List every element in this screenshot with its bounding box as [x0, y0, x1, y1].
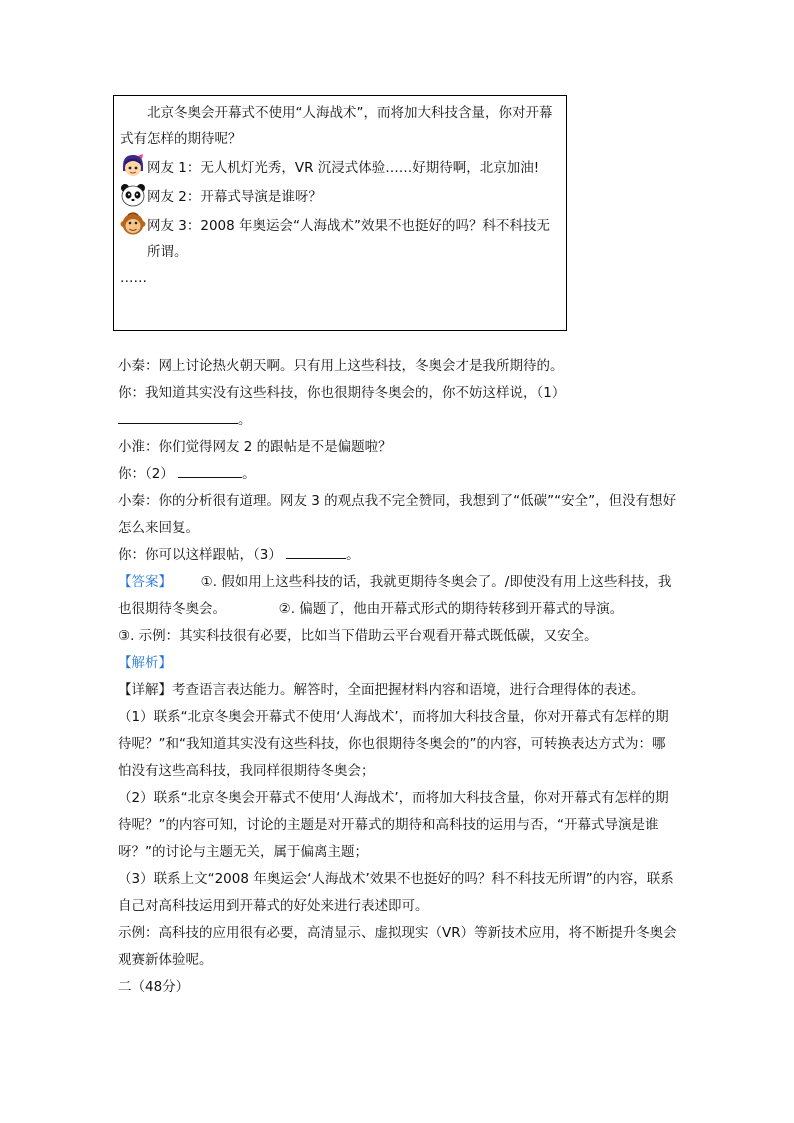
- dialogue-line-6-text: 你：你可以这样跟帖，（3）: [118, 547, 282, 563]
- document-body: [118, 353, 678, 1001]
- answer-blank-1[interactable]: [118, 407, 238, 424]
- post-2: [120, 184, 558, 210]
- answer-blank-2[interactable]: [178, 461, 242, 478]
- detail-text: 考查语言表达能力。解答时，全面把握材料内容和语境，进行合理得体的表述。: [172, 682, 645, 698]
- dialogue-line-4-text: 你：（2）: [118, 466, 174, 482]
- analysis-tag: 【解析】: [118, 655, 172, 671]
- post-1: [120, 155, 558, 181]
- dialogue-line-2-text: 你：我知道其实没有这些科技，你也很期待冬奥会的，你不妨这样说，（1）: [118, 385, 566, 401]
- post-3-text: 网友 3：2008 年奥运会“人海战术”效果不也挺好的吗？科不科技无所谓。: [147, 218, 551, 260]
- analysis-point-1: （1）联系“北京冬奥会开幕式不使用‘人海战术’，而将加大科技含量，你对开幕式有怎样的期待呢？”和“我知道其实没有这些科技，你也很期待冬奥会的”的内容，可转换表达方式为：哪怕没有这些高科技，我同样很期待冬奥会；: [118, 709, 669, 779]
- answer-blank-3[interactable]: [286, 542, 346, 559]
- box-ellipsis: ……: [120, 270, 147, 286]
- answer-blank-1-line: [118, 407, 678, 434]
- panda-avatar-icon: [120, 182, 146, 208]
- dialogue-line-4: [118, 461, 678, 488]
- question-box: [113, 95, 567, 331]
- section-heading: 二（48分）: [118, 979, 190, 995]
- detail-tag: 【详解】: [118, 682, 172, 698]
- box-intro: 北京冬奥会开幕式不使用“人海战术”，而将加大科技含量，你对开幕式有怎样的期待呢？: [120, 105, 553, 147]
- punctuation: 。: [238, 412, 252, 428]
- analysis-point-3: （3）联系上文“2008 年奥运会‘人海战术’效果不也挺好的吗？科不科技无所谓”的内容，联系自己对高科技运用到开幕式的好处来进行表述即可。: [118, 871, 674, 914]
- punctuation: 。: [242, 466, 256, 482]
- dialogue-line-6: [118, 542, 678, 569]
- analysis-example: 示例：高科技的应用很有必要，高清显示、虚拟现实（VR）等新技术应用，将不断提升冬奥会观赛新体验呢。: [118, 925, 677, 968]
- dialogue-line-5: 小秦：你的分析很有道理。网友 3 的观点我不完全赞同，我想到了“低碳”“安全”，但没有想好怎么来回复。: [118, 493, 677, 536]
- dialogue-line-3: 小淮：你们觉得网友 2 的跟帖是不是偏题啦？: [118, 439, 392, 455]
- monkey-avatar-icon: [120, 211, 146, 237]
- post-3: [120, 213, 558, 265]
- analysis-tag-line: [118, 650, 678, 677]
- detail-line: [118, 677, 678, 704]
- dialogue-line-1: 小秦：网上讨论热火朝天啊。只有用上这些科技，冬奥会才是我所期待的。: [118, 358, 564, 374]
- answer-2: ②. 偏题了，他由开幕式形式的期待转移到开幕式的导演。: [278, 601, 624, 617]
- answer-1: ①. 假如用上这些科技的话，我就更期待冬奥会了。/即使没有用上这些科技，我也很期待冬奥会。: [118, 574, 672, 617]
- dialogue-line-2: [118, 380, 678, 407]
- post-2-text: 网友 2：开幕式导演是谁呀？: [147, 189, 322, 205]
- analysis-point-2: （2）联系“北京冬奥会开幕式不使用‘人海战术’，而将加大科技含量，你对开幕式有怎样的期待呢？”的内容可知，讨论的主题是对开幕式的期待和高科技的运用与否，“开幕式导演是谁呀？”的讨论与主题无关，属于偏离主题；: [118, 790, 669, 860]
- answer-section: [118, 569, 678, 623]
- girl-avatar-icon: [120, 153, 146, 179]
- answer-3: ③. 示例：其实科技很有必要，比如当下借助云平台观看开幕式既低碳，又安全。: [118, 628, 598, 644]
- answer-tag: 【答案】: [118, 574, 172, 590]
- post-1-text: 网友 1：无人机灯光秀，VR 沉浸式体验……好期待啊，北京加油!: [147, 160, 540, 176]
- punctuation: 。: [346, 547, 360, 563]
